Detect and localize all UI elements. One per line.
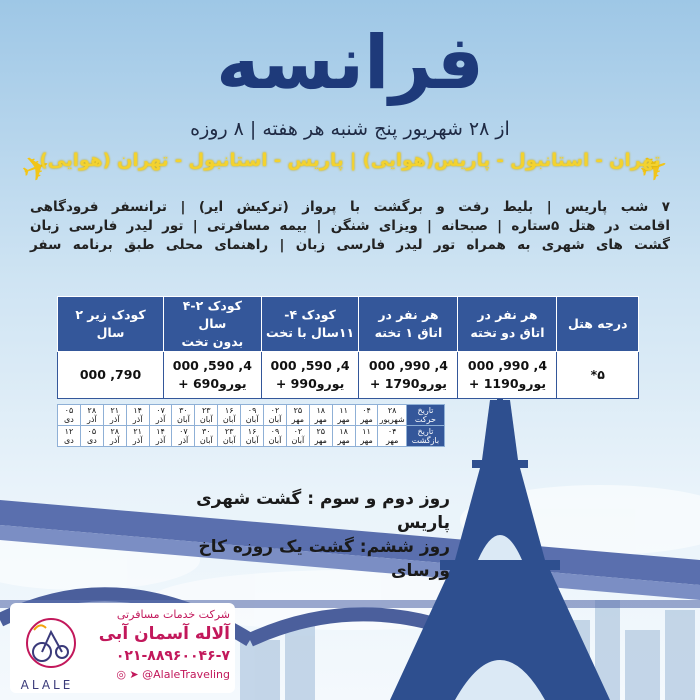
date-cell: ۲۸ شهریور	[379, 406, 405, 424]
dates-table	[57, 404, 445, 447]
description-line: ۷ شب پاریس | بلیط رفت و برگشت با پرواز (ترکیش ایر) | ترانسفر فرودگاهی	[30, 199, 670, 215]
departure-label: تاریخ حرکت	[406, 405, 444, 426]
itinerary-highlights	[150, 487, 450, 583]
airplane-icon: ✈	[634, 145, 675, 193]
header-child-no-bed: کودک ۲-۴ سال بدون تخت	[163, 297, 261, 352]
cell-single-price: 4, 990, 000 + 1790یورو	[359, 352, 458, 399]
date-cell: ۱۸ مهر	[309, 405, 332, 426]
header-single-room: هر نفر در اتاق ۱ تخته	[359, 297, 458, 352]
date-cell: ۲۵ مهر	[309, 426, 332, 447]
date-cell: ۲۱ آذر	[103, 405, 126, 426]
date-cell: ۰۴ مهر	[355, 405, 378, 426]
header-hotel-grade: درجه هتل	[557, 297, 639, 352]
description-line: اقامت در هتل ۵ستاره | صبحانه | ویزای شنگن | بیمه مسافرتی | تور لیدر فارسی زبان	[30, 218, 671, 234]
date-cell: ۲۱ آذر	[126, 426, 149, 447]
page-title: فرانسه	[216, 20, 484, 106]
itinerary-line: روز دوم و سوم : گشت شهری پاریس	[196, 489, 450, 533]
date-cell: ۲۳ آبان	[195, 405, 218, 426]
logo-icon	[22, 612, 80, 674]
header-child-with-bed: کودک ۴- ۱۱سال با تخت	[261, 297, 359, 352]
date-cell: ۳۰ آبان	[195, 426, 218, 447]
itinerary-line: روز ششم: گشت یک روزه کاخ ورسای	[198, 537, 450, 581]
date-cell: ۲۸ آذر	[80, 405, 103, 426]
date-cell: ۲۳ آبان	[218, 426, 241, 447]
telegram-icon: ➤	[129, 668, 139, 681]
date-cell: ۱۸ مهر	[332, 426, 355, 447]
return-row	[58, 426, 445, 447]
date-cell: ۲۸ آذر	[103, 426, 126, 447]
company-name: آلاله آسمان آبی	[98, 624, 230, 644]
description-line: گشت های شهری به همراه تور لیدر فارسی زبان | راهنمای محلی طبق برنامه سفر	[30, 237, 670, 253]
cell-child-bed-price: 4, 590, 000 + 990یورو	[261, 352, 359, 399]
price-table	[57, 296, 639, 399]
date-cell: ۱۴ آذر	[126, 405, 149, 426]
airplane-icon: ✈	[16, 145, 57, 193]
departure-row	[58, 405, 445, 426]
date-cell: ۱۲ دی	[58, 426, 81, 447]
date-cell: ۱۶ آبان	[218, 405, 241, 426]
date-cell: ۰۷ آذر	[172, 426, 195, 447]
return-label: تاریخ بازگشت	[406, 426, 444, 447]
date-cell: ۰۹ آبان	[264, 426, 287, 447]
tour-subtitle: از ۲۸ شهریور پنج شنبه هر هفته | ۸ روزه	[190, 118, 510, 140]
date-cell: ۰۲ آبان	[286, 426, 309, 447]
instagram-icon: ◎	[116, 668, 126, 681]
date-cell: ۱۱ مهر	[355, 426, 378, 447]
date-cell: ۰۵ دی	[80, 426, 103, 447]
date-cell: ۰۷ آذر	[149, 405, 172, 426]
date-cell: ۱۴ آذر	[149, 426, 172, 447]
date-cell: ۰۹ آبان	[241, 405, 264, 426]
cell-hotel-grade: ۵*	[557, 352, 639, 399]
company-type: شرکت خدمات مسافرتی	[116, 608, 230, 621]
social-handle: @AlaleTraveling	[142, 668, 230, 681]
company-social	[85, 668, 230, 681]
company-phone: ۰۲۱-۸۸۹۶۰۰۴۶-۷	[115, 648, 230, 664]
header-double-room: هر نفر در اتاق دو تخته	[458, 297, 557, 352]
cell-infant-price: 790, 000	[58, 352, 164, 399]
cell-child-nobed-price: 4, 590, 000 + 690یورو	[163, 352, 261, 399]
date-cell: ۱۶ آبان	[241, 426, 264, 447]
route-line: تهران - استانبول - پاریس(هوایی) | پاریس - استانبول - تهران (هوایی)	[39, 150, 661, 171]
price-table-row	[58, 352, 639, 399]
header-infant: کودک زیر ۲ سال	[58, 297, 164, 352]
date-cell: ۰۲ آبان	[264, 405, 287, 426]
date-cell: ۳۰ آبان	[172, 405, 195, 426]
cell-double-price: 4, 990, 000 + 1190یورو	[458, 352, 557, 399]
date-cell: ۰۴ مهر	[378, 426, 406, 447]
date-cell: ۱۱ مهر	[332, 405, 355, 426]
date-cell: ۰۵ دی	[58, 405, 81, 426]
logo-text: ALALE	[20, 678, 74, 692]
date-cell: ۲۵ مهر	[286, 405, 309, 426]
tour-description	[30, 198, 670, 255]
price-table-header	[58, 297, 639, 352]
